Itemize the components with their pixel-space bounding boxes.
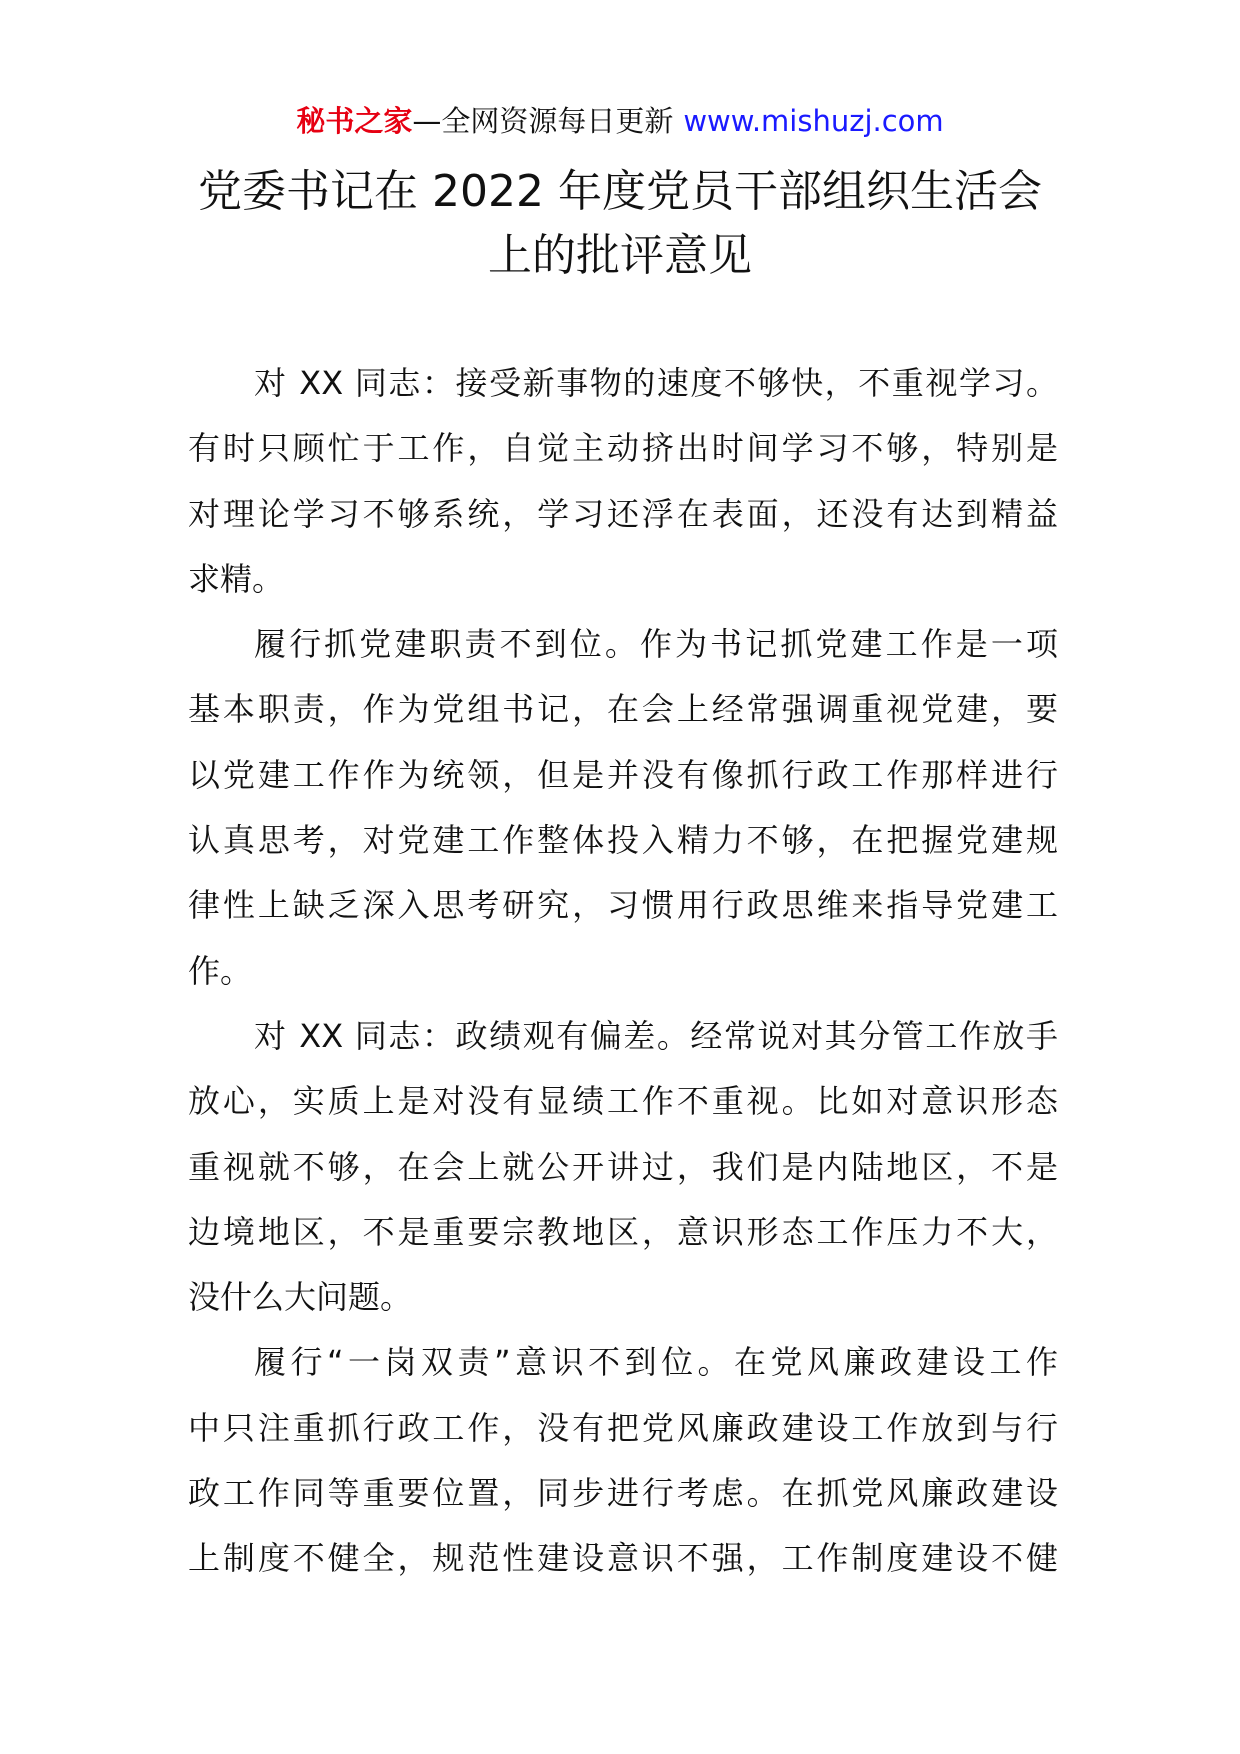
body-text-line: 基本职责，作为党组书记，在会上经常强调重视党建，要 [188,690,1058,729]
body-text-line: 履行抓党建职责不到位。作为书记抓党建工作是一项 [254,625,1058,664]
body-text-line: 中只注重抓行政工作，没有把党风廉政建设工作放到与行 [188,1408,1058,1447]
body-text-line: 没什么大问题。 [188,1278,413,1317]
body-text-line: 对 XX 同志：政绩观有偏差。经常说对其分管工作放手 [254,1016,1058,1055]
site-url-link[interactable]: www.mishuzj.com [683,104,944,138]
body-text-line: 求精。 [188,559,285,598]
body-text-line: 以党建工作作为统领，但是并没有像抓行政工作那样进行 [188,755,1058,794]
body-text-line: 对 XX 同志：接受新事物的速度不够快，不重视学习。 [254,364,1058,402]
body-text-line: 边境地区，不是重要宗教地区，意识形态工作压力不大， [188,1212,1058,1251]
title-line: 党委书记在 2022 年度党员干部组织生活会 [198,166,1042,217]
title-line: 上的批评意见 [488,230,752,281]
body-text-line: 律性上缺乏深入思考研究，习惯用行政思维来指导党建工 [188,886,1058,925]
body-text-line: 上制度不健全，规范性建设意识不强，工作制度建设不健 [188,1539,1058,1578]
brand-name: 秘书之家 [296,104,413,138]
site-banner [0,100,1240,142]
body-text-line: 重视就不够，在会上就公开讲过，我们是内陆地区，不是 [188,1147,1058,1186]
document-body [188,358,1058,1599]
body-text-line: 有时只顾忙于工作，自觉主动挤出时间学习不够，特别是 [188,429,1058,468]
body-text-line: 作。 [188,951,253,990]
body-text-line: 认真思考，对党建工作整体投入精力不够，在把握党建规 [188,821,1058,860]
body-text-line: 政工作同等重要位置，同步进行考虑。在抓党风廉政建设 [188,1474,1058,1513]
body-text-line: 对理论学习不够系统，学习还浮在表面，还没有达到精益 [188,494,1058,533]
body-text-line: 放心，实质上是对没有显绩工作不重视。比如对意识形态 [188,1082,1058,1121]
banner-tagline: —全网资源每日更新 [412,104,674,138]
body-text-line: 履行“一岗双责”意识不到位。在党风廉政建设工作 [254,1343,1058,1382]
document-title [120,160,1120,288]
